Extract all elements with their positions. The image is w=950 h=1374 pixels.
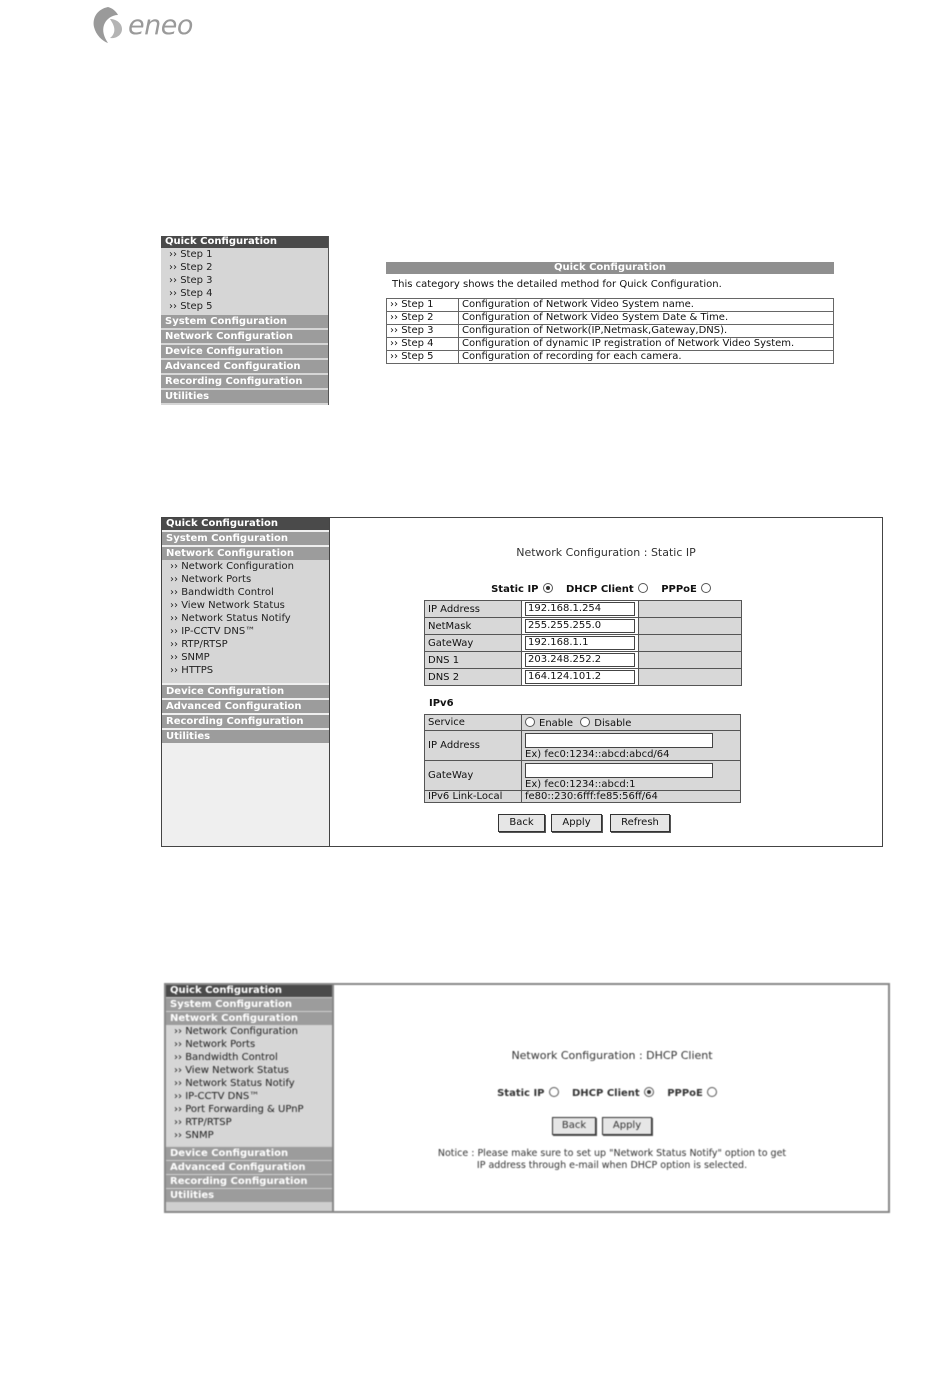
table-row <box>387 325 834 338</box>
dns2-label: DNS 2 <box>425 669 522 686</box>
menu-item-step-3[interactable]: ›› Step 3 <box>161 274 328 287</box>
dns1-input[interactable]: 203.248.252.2 <box>525 653 635 667</box>
back-button[interactable]: Back <box>498 814 545 832</box>
menu-spacer <box>166 1142 332 1146</box>
table-row <box>425 761 741 791</box>
disable-label: Disable <box>594 717 632 729</box>
menu-item-network-ports[interactable]: ›› Network Ports <box>166 1038 332 1051</box>
ipv6-address-label: IP Address <box>425 731 522 761</box>
steps-table <box>386 298 834 364</box>
menu-item-rtp-rtsp[interactable]: ›› RTP/RTSP <box>162 638 329 651</box>
menu-utilities[interactable]: Utilities <box>162 730 329 743</box>
step-cell[interactable]: ›› Step 4 <box>387 338 459 351</box>
ipv6-enable-radio[interactable] <box>525 717 535 727</box>
page-title: Network Configuration : Static IP <box>516 546 696 559</box>
gateway-input[interactable]: 192.168.1.1 <box>525 636 635 650</box>
panel-description: This category shows the detailed method for Quick Configuration. <box>392 279 722 290</box>
menu-item-network-status-notify[interactable]: ›› Network Status Notify <box>166 1077 332 1090</box>
dhcp-client-label: DHCP Client <box>566 584 634 595</box>
network-static-ip-screen <box>161 517 883 847</box>
pppoe-radio[interactable] <box>707 1087 717 1097</box>
gateway-cell <box>522 635 639 652</box>
ipv6-disable-radio[interactable] <box>580 717 590 727</box>
menu-recording-configuration[interactable]: Recording Configuration <box>166 1175 332 1188</box>
step-description: Configuration of dynamic IP registration of Network Video System. <box>459 338 834 351</box>
ip-address-label: IP Address <box>425 601 522 618</box>
apply-button[interactable]: Apply <box>551 814 602 832</box>
table-filler <box>639 618 742 635</box>
back-button[interactable]: Back <box>552 1117 596 1135</box>
dhcp-notice <box>376 1148 848 1172</box>
dns2-cell <box>522 669 639 686</box>
menu-device-configuration[interactable]: Device Configuration <box>161 345 328 358</box>
menu-item-step-2[interactable]: ›› Step 2 <box>161 261 328 274</box>
menu-item-network-ports[interactable]: ›› Network Ports <box>162 573 329 586</box>
table-row <box>425 669 742 686</box>
ipv6-gateway-cell <box>522 761 741 791</box>
menu-network-configuration[interactable]: Network Configuration <box>162 547 329 560</box>
menu-item-bandwidth-control[interactable]: ›› Bandwidth Control <box>162 586 329 599</box>
menu-item-network-configuration[interactable]: ›› Network Configuration <box>162 560 329 573</box>
table-row <box>425 618 742 635</box>
connection-mode-group <box>336 1087 888 1099</box>
enable-label: Enable <box>539 717 574 729</box>
sidebar-menu <box>166 985 334 1211</box>
pppoe-radio[interactable] <box>701 583 711 593</box>
menu-device-configuration[interactable]: Device Configuration <box>166 1147 332 1160</box>
apply-button[interactable]: Apply <box>602 1117 652 1135</box>
step-description: Configuration of Network Video System Date & Time. <box>459 312 834 325</box>
step-cell[interactable]: ›› Step 1 <box>387 299 459 312</box>
menu-advanced-configuration[interactable]: Advanced Configuration <box>161 360 328 373</box>
dns1-label: DNS 1 <box>425 652 522 669</box>
table-filler <box>639 635 742 652</box>
ip-address-cell <box>522 601 639 618</box>
menu-item-view-network-status[interactable]: ›› View Network Status <box>166 1064 332 1077</box>
dns1-cell <box>522 652 639 669</box>
dhcp-client-radio[interactable] <box>638 583 648 593</box>
menu-item-snmp[interactable]: ›› SNMP <box>162 651 329 664</box>
menu-quick-configuration[interactable]: Quick Configuration <box>161 236 328 248</box>
menu-quick-configuration[interactable]: Quick Configuration <box>166 985 332 997</box>
step-description: Configuration of recording for each camera. <box>459 351 834 364</box>
ipv6-settings-table <box>424 714 741 803</box>
ipv6-address-example: Ex) fec0:1234::abcd:abcd/64 <box>525 749 670 760</box>
table-row <box>387 351 834 364</box>
dhcp-client-radio[interactable] <box>644 1087 654 1097</box>
table-filler <box>639 601 742 618</box>
notice-line-1: Notice : Please make sure to set up "Network Status Notify" option to get <box>437 1148 787 1159</box>
static-ip-label: Static IP <box>491 584 539 595</box>
menu-advanced-configuration[interactable]: Advanced Configuration <box>162 700 329 713</box>
menu-item-bandwidth-control[interactable]: ›› Bandwidth Control <box>166 1051 332 1064</box>
sidebar-menu <box>161 236 329 405</box>
menu-utilities[interactable]: Utilities <box>161 390 328 403</box>
step-cell[interactable]: ›› Step 3 <box>387 325 459 338</box>
network-submenu <box>162 560 329 683</box>
dns2-input[interactable]: 164.124.101.2 <box>525 670 635 684</box>
pppoe-label: PPPoE <box>661 584 697 595</box>
static-ip-panel <box>330 518 882 846</box>
table-row <box>387 299 834 312</box>
network-dhcp-client-screen <box>164 983 890 1213</box>
dhcp-client-panel <box>336 985 888 1211</box>
menu-item-rtp-rtsp[interactable]: ›› RTP/RTSP <box>166 1116 332 1129</box>
menu-item-snmp[interactable]: ›› SNMP <box>166 1129 332 1142</box>
menu-item-port-forwarding-upnp[interactable]: ›› Port Forwarding & UPnP <box>166 1103 332 1116</box>
table-row <box>425 635 742 652</box>
service-label: Service <box>425 715 522 731</box>
menu-item-step-1[interactable]: ›› Step 1 <box>161 248 328 261</box>
ipv6-heading: IPv6 <box>429 698 454 709</box>
step-description: Configuration of Network Video System name. <box>459 299 834 312</box>
eneo-logo-text: eneo <box>128 9 193 41</box>
static-ip-radio[interactable] <box>543 583 553 593</box>
menu-spacer <box>162 677 329 683</box>
table-row <box>425 731 741 761</box>
eneo-logo <box>90 4 193 46</box>
table-filler <box>639 652 742 669</box>
step-cell[interactable]: ›› Step 2 <box>387 312 459 325</box>
ipv6-link-local-label: IPv6 Link-Local <box>425 791 522 803</box>
netmask-cell <box>522 618 639 635</box>
menu-item-view-network-status[interactable]: ›› View Network Status <box>162 599 329 612</box>
quick-configuration-screen <box>161 236 841 406</box>
menu-advanced-configuration[interactable]: Advanced Configuration <box>166 1161 332 1174</box>
ipv4-settings-table <box>424 600 742 686</box>
table-row <box>425 715 741 731</box>
menu-item-step-5[interactable]: ›› Step 5 <box>161 300 328 313</box>
netmask-input[interactable]: 255.255.255.0 <box>525 619 635 633</box>
menu-system-configuration[interactable]: System Configuration <box>162 532 329 545</box>
ipv6-gateway-example: Ex) fec0:1234::abcd:1 <box>525 779 636 790</box>
menu-item-ip-cctv-dns[interactable]: ›› IP-CCTV DNS™ <box>162 625 329 638</box>
quick-configuration-panel <box>386 262 834 364</box>
step-description: Configuration of Network(IP,Netmask,Gateway,DNS). <box>459 325 834 338</box>
pppoe-label: PPPoE <box>667 1088 703 1099</box>
menu-quick-configuration[interactable]: Quick Configuration <box>162 518 329 530</box>
table-row <box>387 338 834 351</box>
page-title: Network Configuration : DHCP Client <box>511 1049 713 1062</box>
ipv6-gateway-label: GateWay <box>425 761 522 791</box>
gateway-label: GateWay <box>425 635 522 652</box>
ip-address-input[interactable]: 192.168.1.254 <box>525 602 635 616</box>
service-options <box>522 715 741 731</box>
connection-mode-group <box>330 583 882 595</box>
menu-recording-configuration[interactable]: Recording Configuration <box>162 715 329 728</box>
menu-item-ip-cctv-dns[interactable]: ›› IP-CCTV DNS™ <box>166 1090 332 1103</box>
menu-utilities[interactable]: Utilities <box>166 1189 332 1202</box>
menu-device-configuration[interactable]: Device Configuration <box>162 685 329 698</box>
static-ip-radio[interactable] <box>549 1087 559 1097</box>
menu-network-configuration[interactable]: Network Configuration <box>161 330 328 343</box>
ipv6-link-local-value: fe80::230:6fff:fe85:56ff/64 <box>522 791 741 803</box>
menu-item-network-status-notify[interactable]: ›› Network Status Notify <box>162 612 329 625</box>
step-cell[interactable]: ›› Step 5 <box>387 351 459 364</box>
sidebar-menu <box>162 518 330 846</box>
menu-recording-configuration[interactable]: Recording Configuration <box>161 375 328 388</box>
notice-line-2: IP address through e-mail when DHCP option is selected. <box>476 1160 748 1171</box>
menu-system-configuration[interactable]: System Configuration <box>166 998 332 1011</box>
table-row <box>425 791 741 803</box>
panel-title: Quick Configuration <box>386 262 834 274</box>
refresh-button[interactable]: Refresh <box>610 814 670 832</box>
menu-network-configuration[interactable]: Network Configuration <box>166 1012 332 1025</box>
menu-item-step-4[interactable]: ›› Step 4 <box>161 287 328 300</box>
netmask-label: NetMask <box>425 618 522 635</box>
menu-item-https[interactable]: ›› HTTPS <box>162 664 329 677</box>
eneo-logo-icon <box>90 5 126 45</box>
dhcp-client-label: DHCP Client <box>572 1088 640 1099</box>
static-ip-label: Static IP <box>497 1088 545 1099</box>
menu-item-network-configuration[interactable]: ›› Network Configuration <box>166 1025 332 1038</box>
ipv6-address-cell <box>522 731 741 761</box>
table-row <box>425 601 742 618</box>
table-row <box>387 312 834 325</box>
ipv6-gateway-input[interactable] <box>525 763 713 778</box>
ipv6-address-input[interactable] <box>525 733 713 748</box>
table-row <box>425 652 742 669</box>
table-filler <box>639 669 742 686</box>
menu-system-configuration[interactable]: System Configuration <box>161 315 328 328</box>
